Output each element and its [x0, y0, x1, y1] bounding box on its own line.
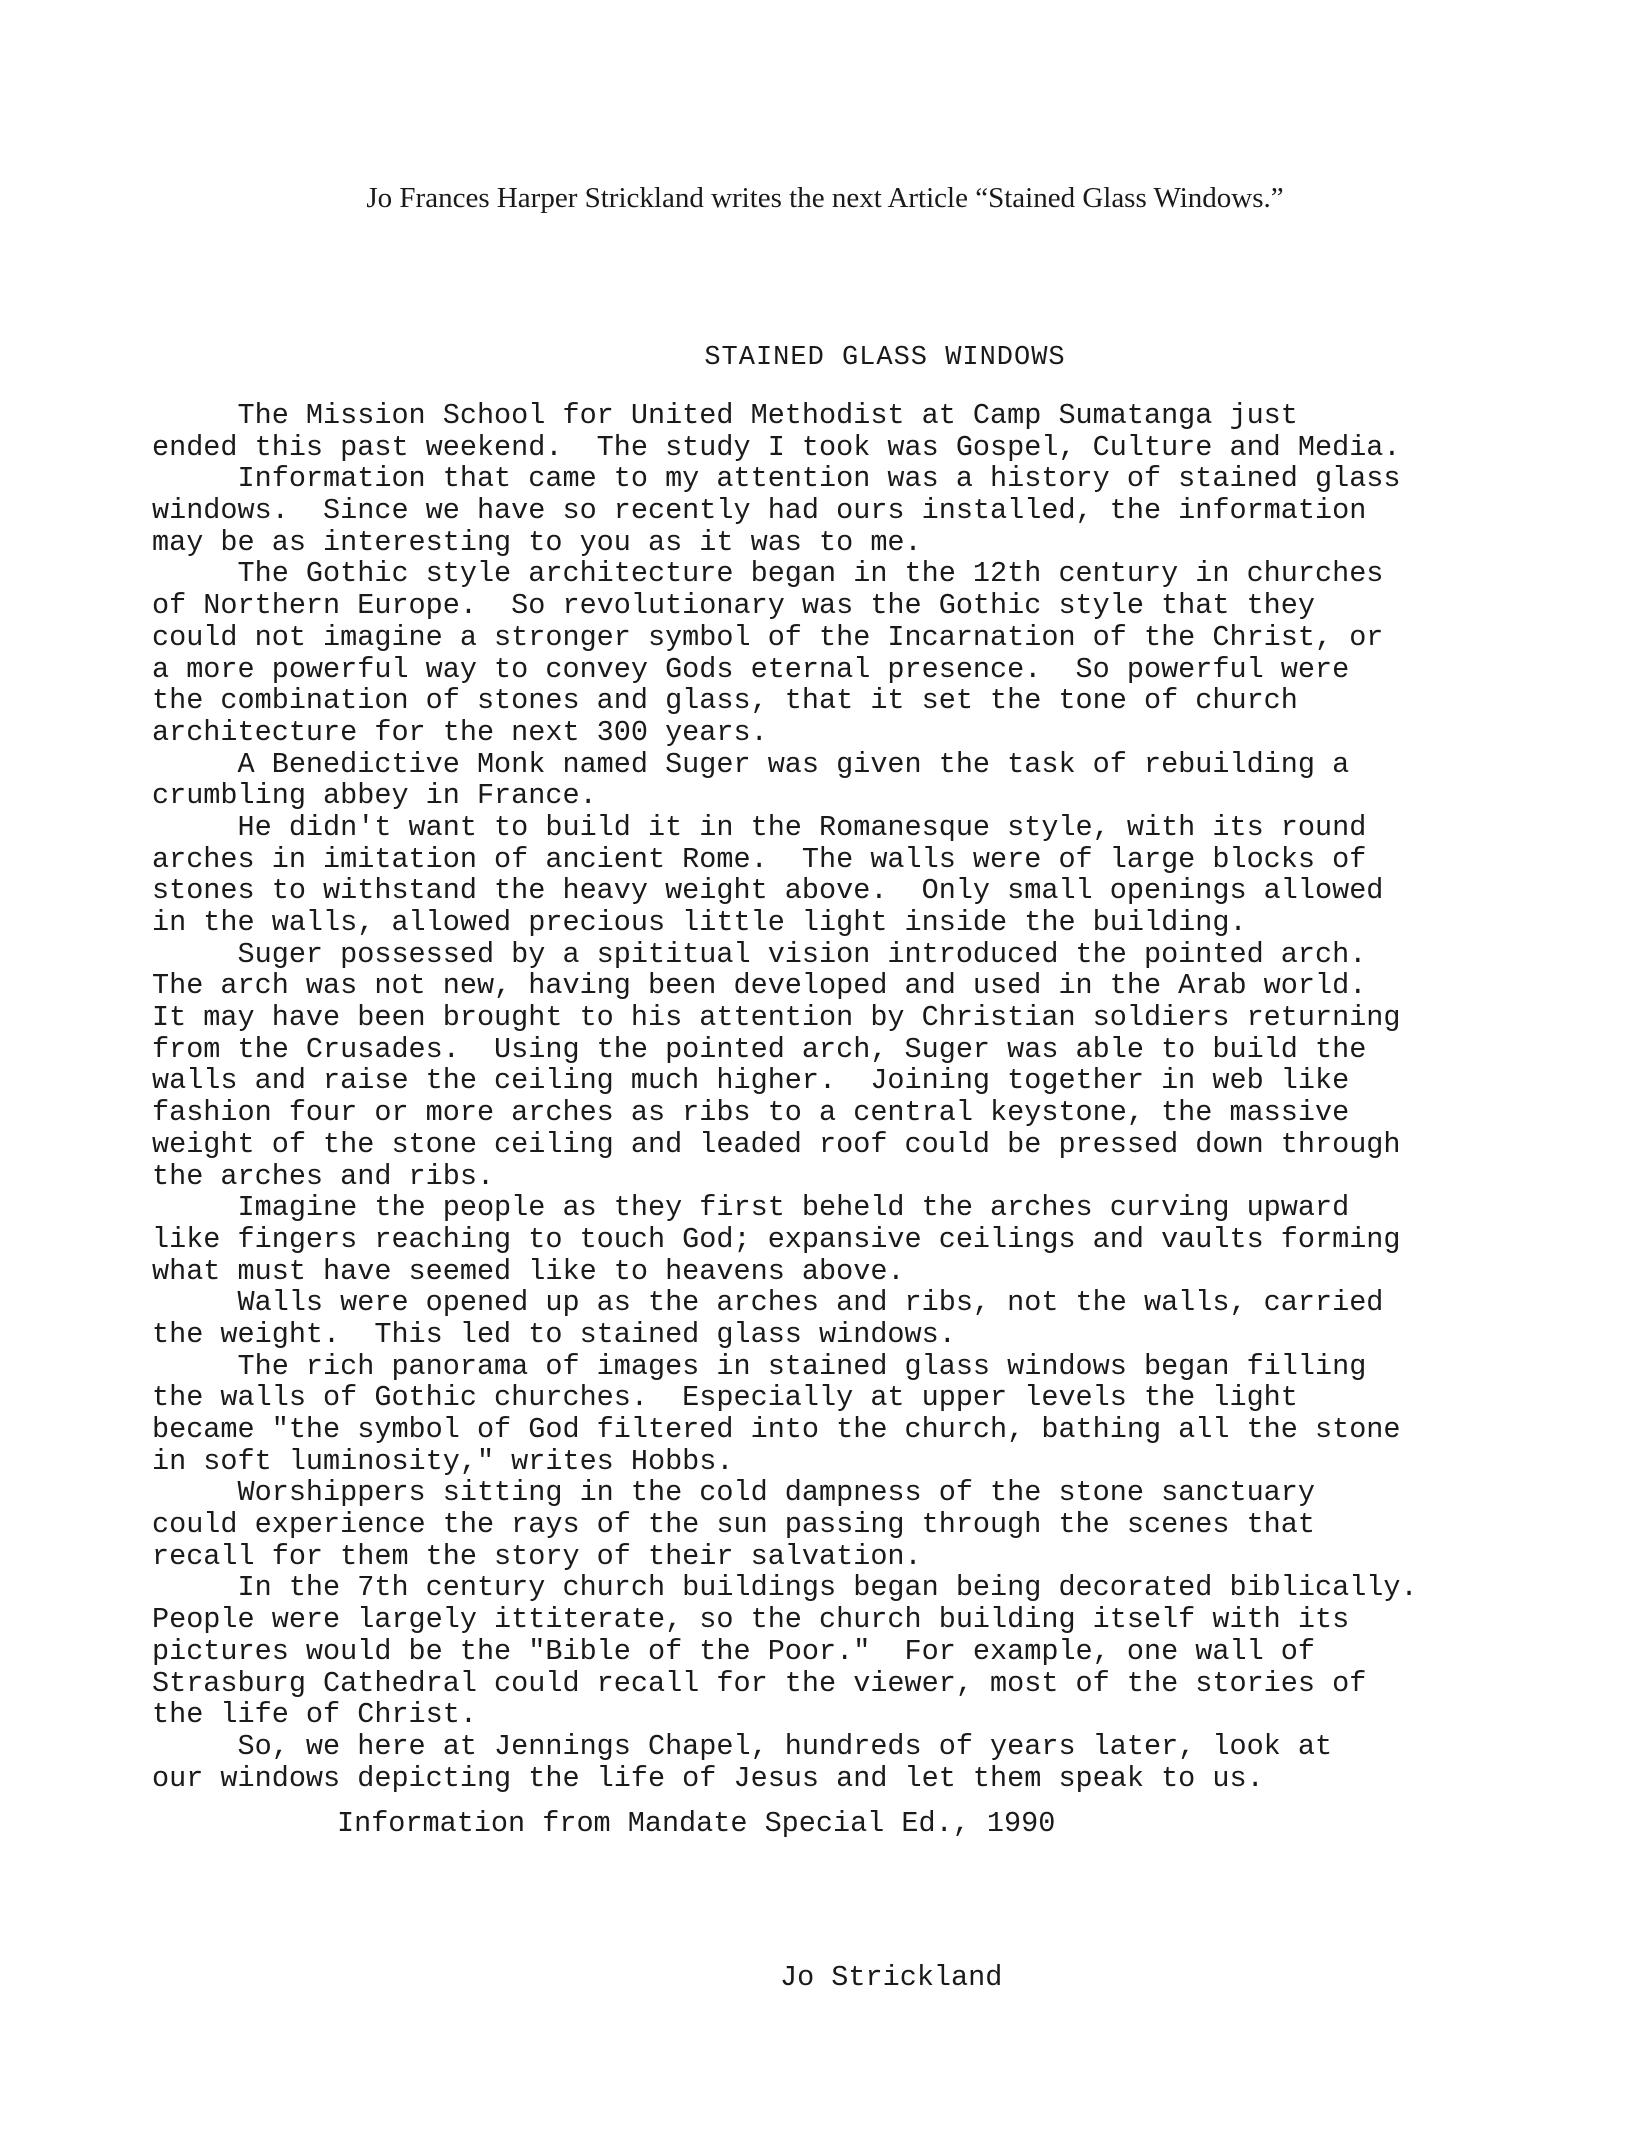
body-line: what must have seemed like to heavens above. [152, 1254, 905, 1288]
body-line: Imagine the people as they first beheld the arches curving upward [152, 1191, 1350, 1225]
body-line: arches in imitation of ancient Rome. The walls were of large blocks of [152, 842, 1367, 876]
body-line: walls and raise the ceiling much higher. Joining together in web like [152, 1064, 1350, 1098]
body-line: may be as interesting to you as it was to me. [152, 525, 922, 559]
body-line: in soft luminosity," writes Hobbs. [152, 1444, 734, 1478]
author-signature: Jo Strickland [780, 1961, 1003, 1994]
body-line: the arches and ribs. [152, 1159, 495, 1193]
body-line: a more powerful way to convey Gods eternal presence. So powerful were [152, 652, 1350, 686]
body-line: weight of the stone ceiling and leaded roof could be pressed down through [152, 1127, 1401, 1161]
body-line: Strasburg Cathedral could recall for the viewer, most of the stories of [152, 1666, 1367, 1700]
body-line: the walls of Gothic churches. Especially at upper levels the light [152, 1381, 1298, 1415]
body-line: in the walls, allowed precious little light inside the building. [152, 906, 1247, 939]
body-line: architecture for the next 300 years. [152, 715, 768, 749]
body-line: pictures would be the "Bible of the Poor." For example, one wall of [152, 1634, 1315, 1668]
body-line: The Gothic style architecture began in the 12th century in churches [152, 557, 1384, 591]
body-line: windows. Since we have so recently had ours installed, the information [152, 494, 1367, 528]
article-title: STAINED GLASS WINDOWS [704, 343, 1066, 373]
body-line: In the 7th century church buildings began being decorated biblically. [152, 1571, 1418, 1605]
body-line: of Northern Europe. So revolutionary was the Gothic style that they [152, 589, 1315, 623]
body-line: crumbling abbey in France. [152, 779, 597, 813]
body-line: the weight. This led to stained glass windows. [152, 1317, 956, 1351]
article-intro: Jo Frances Harper Strickland writes the next Article “Stained Glass Windows.” [366, 182, 1284, 214]
body-line: our windows depicting the life of Jesus and let them speak to us. [152, 1761, 1264, 1795]
body-line: from the Crusades. Using the pointed arch, Suger was able to build the [152, 1032, 1367, 1066]
source-citation: Information from Mandate Special Ed., 1990 [337, 1807, 1056, 1840]
body-line: So, we here at Jennings Chapel, hundreds of years later, look at [152, 1729, 1333, 1763]
body-line: The Mission School for United Methodist at Camp Sumatanga just [152, 399, 1298, 432]
body-line: It may have been brought to his attention by Christian soldiers returning [152, 1001, 1401, 1035]
body-line: People were largely ittiterate, so the church building itself with its [152, 1603, 1350, 1637]
body-line: Suger possessed by a spititual vision introduced the pointed arch. [152, 937, 1367, 971]
body-line: The arch was not new, having been developed and used in the Arab world. [152, 969, 1367, 1003]
body-line: like fingers reaching to touch God; expansive ceilings and vaults forming [152, 1222, 1401, 1256]
body-line: fashion four or more arches as ribs to a central keystone, the massive [152, 1096, 1350, 1130]
article-body [152, 400, 1572, 1794]
body-line: became "the symbol of God filtered into the church, bathing all the stone [152, 1413, 1401, 1446]
body-line: stones to withstand the heavy weight above. Only small openings allowed [152, 874, 1384, 908]
body-line: could not imagine a stronger symbol of the Incarnation of the Christ, or [152, 620, 1384, 654]
body-line: Worshippers sitting in the cold dampness of the stone sanctuary [152, 1476, 1315, 1510]
body-line: A Benedictive Monk named Suger was given the task of rebuilding a [152, 747, 1350, 781]
body-line: Walls were opened up as the arches and ribs, not the walls, carried [152, 1286, 1384, 1320]
body-line: the life of Christ. [152, 1698, 477, 1732]
body-line: Information that came to my attention was a history of stained glass [152, 462, 1401, 496]
body-line: could experience the rays of the sun passing through the scenes that [152, 1508, 1315, 1542]
body-line: ended this past weekend. The study I took was Gospel, Culture and Media. [152, 430, 1401, 464]
body-line: recall for them the story of their salvation. [152, 1539, 922, 1573]
body-line: The rich panorama of images in stained glass windows began filling [152, 1349, 1367, 1383]
body-line: He didn't want to build it in the Romanesque style, with its round [152, 810, 1367, 844]
body-line: the combination of stones and glass, that it set the tone of church [152, 684, 1298, 718]
